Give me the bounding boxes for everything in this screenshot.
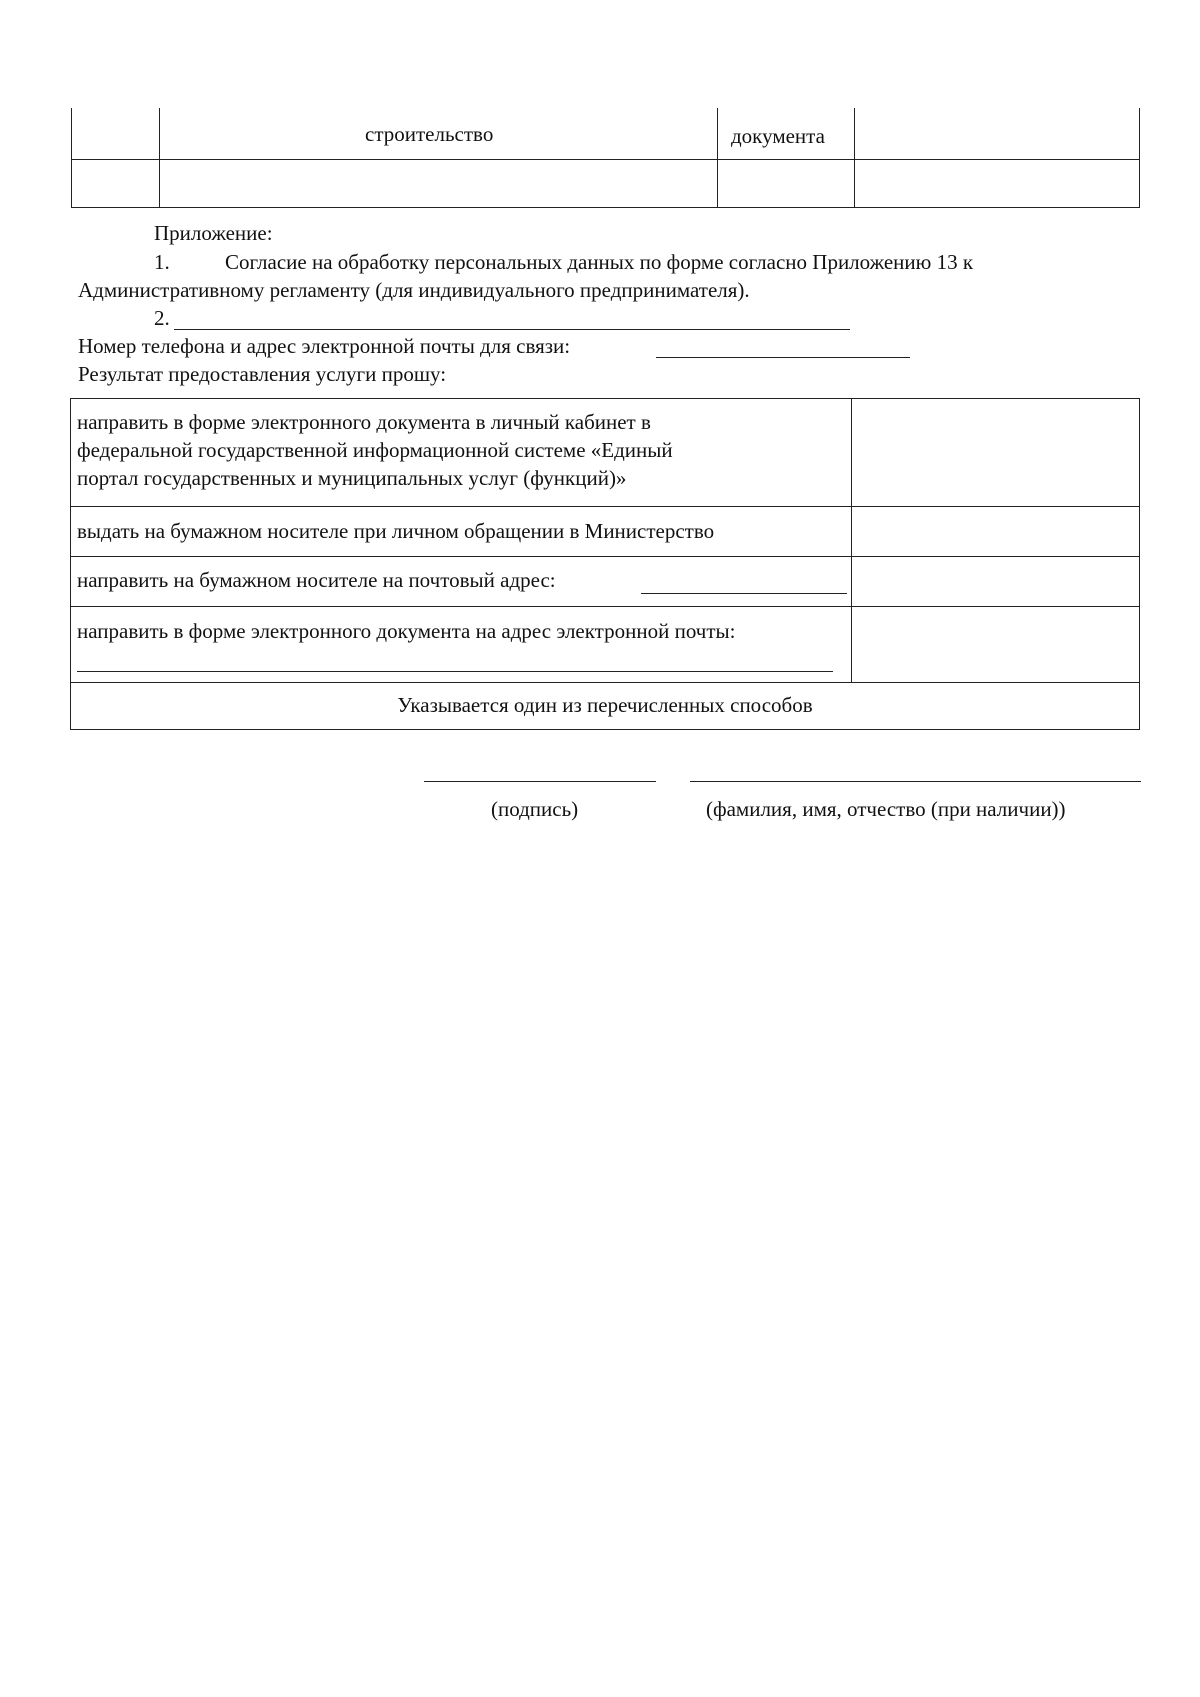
option-paper-in-person: выдать на бумажном носителе при личном обращении в Министерство	[77, 519, 715, 543]
result-options-table	[70, 398, 1140, 730]
cell-construction: строительство	[365, 122, 494, 146]
result-option-row[interactable]	[71, 399, 1139, 507]
option-personal-account-line2: федеральной государственной информационной системе «Единый	[77, 438, 673, 462]
signature-line[interactable]	[424, 781, 656, 782]
appendix-heading: Приложение:	[154, 221, 273, 245]
option-paper-by-mail: направить на бумажном носителе на почтовый адрес:	[77, 568, 556, 592]
appendix-item1-number: 1.	[154, 250, 170, 274]
option-personal-account-line1: направить в форме электронного документа в личный кабинет в	[77, 410, 651, 434]
table-column-divider	[851, 557, 852, 606]
contact-blank[interactable]	[656, 357, 910, 358]
table-column-divider	[851, 399, 852, 506]
table-column-divider	[851, 607, 852, 682]
result-note: Указывается один из перечисленных способов	[397, 693, 813, 717]
postal-address-blank[interactable]	[641, 593, 847, 594]
signature-caption: (подпись)	[491, 797, 579, 821]
contact-label: Номер телефона и адрес электронной почты для связи:	[78, 334, 571, 358]
result-note-row	[71, 683, 1139, 729]
cell-document: документа	[731, 124, 825, 148]
table-border-right	[1139, 108, 1140, 208]
table-border-bottom	[71, 207, 1140, 208]
appendix-item1-text: Согласие на обработку персональных данных по форме согласно Приложению 13 к	[225, 250, 974, 274]
email-address-blank[interactable]	[77, 671, 833, 672]
option-email: направить в форме электронного документа на адрес электронной почты:	[77, 619, 736, 643]
option-personal-account-line3: портал государственных и муниципальных услуг (функций)»	[77, 466, 627, 490]
continuation-table	[71, 108, 1140, 208]
table-column-divider	[717, 108, 718, 208]
table-row-divider	[71, 159, 1140, 160]
table-column-divider	[159, 108, 160, 208]
appendix-item1-text-continued: Административному регламенту (для индивидуального предпринимателя).	[78, 278, 750, 302]
result-intro: Результат предоставления услуги прошу:	[78, 362, 447, 386]
full-name-line[interactable]	[690, 781, 1141, 782]
table-border-left	[71, 108, 72, 208]
appendix-item2-number: 2.	[154, 306, 170, 330]
result-option-row[interactable]	[71, 507, 1139, 557]
appendix-item2-blank[interactable]	[174, 329, 850, 330]
full-name-caption: (фамилия, имя, отчество (при наличии))	[706, 797, 1066, 821]
result-option-row[interactable]	[71, 557, 1139, 607]
result-option-row[interactable]	[71, 607, 1139, 683]
table-column-divider	[851, 507, 852, 556]
table-column-divider	[854, 108, 855, 208]
